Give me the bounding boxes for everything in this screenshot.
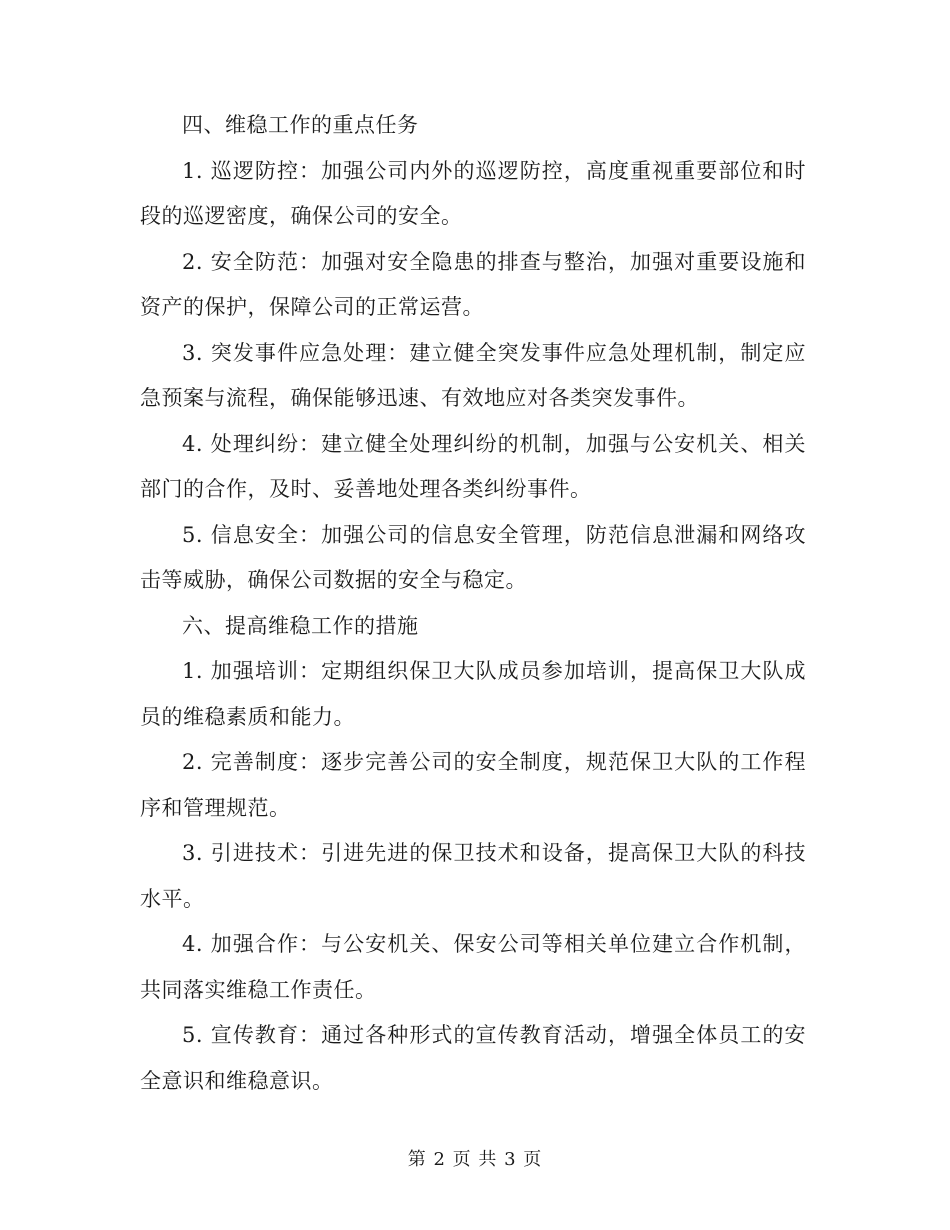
paragraph-information-security: 5. 信息安全：加强公司的信息安全管理，防范信息泄漏和网络攻击等威胁，确保公司数据的安全与稳定。: [140, 522, 806, 592]
paragraph-patrol-control: 1. 巡逻防控：加强公司内外的巡逻防控，高度重视重要部位和时段的巡逻密度，确保公司的安全。: [140, 158, 806, 228]
section-heading-key-tasks: 四、维稳工作的重点任务: [182, 113, 419, 137]
paragraph-cooperation: 4. 加强合作：与公安机关、保安公司等相关单位建立合作机制，共同落实维稳工作责任。: [140, 932, 806, 1002]
document-body: [140, 103, 806, 1104]
paragraph-system-improvement: 2. 完善制度：逐步完善公司的安全制度，规范保卫大队的工作程序和管理规范。: [140, 750, 806, 820]
paragraph-dispute-handling: 4. 处理纠纷：建立健全处理纠纷的机制，加强与公安机关、相关部门的合作，及时、妥善地处理各类纠纷事件。: [140, 431, 806, 501]
section-heading-measures: 六、提高维稳工作的措施: [182, 613, 419, 638]
paragraph-training: 1. 加强培训：定期组织保卫大队成员参加培训，提高保卫大队成员的维稳素质和能力。: [140, 659, 806, 729]
page-number-footer: 第 2 页 共 3 页: [407, 1149, 543, 1170]
paragraph-safety-prevention: 2. 安全防范：加强对安全隐患的排查与整治，加强对重要设施和资产的保护，保障公司的正常运营。: [140, 249, 806, 319]
paragraph-emergency-handling: 3. 突发事件应急处理：建立健全突发事件应急处理机制，制定应急预案与流程，确保能够迅速、有效地应对各类突发事件。: [140, 340, 806, 410]
paragraph-technology: 3. 引进技术：引进先进的保卫技术和设备，提高保卫大队的科技水平。: [140, 841, 806, 911]
paragraph-publicity-education: 5. 宣传教育：通过各种形式的宣传教育活动，增强全体员工的安全意识和维稳意识。: [140, 1023, 806, 1093]
